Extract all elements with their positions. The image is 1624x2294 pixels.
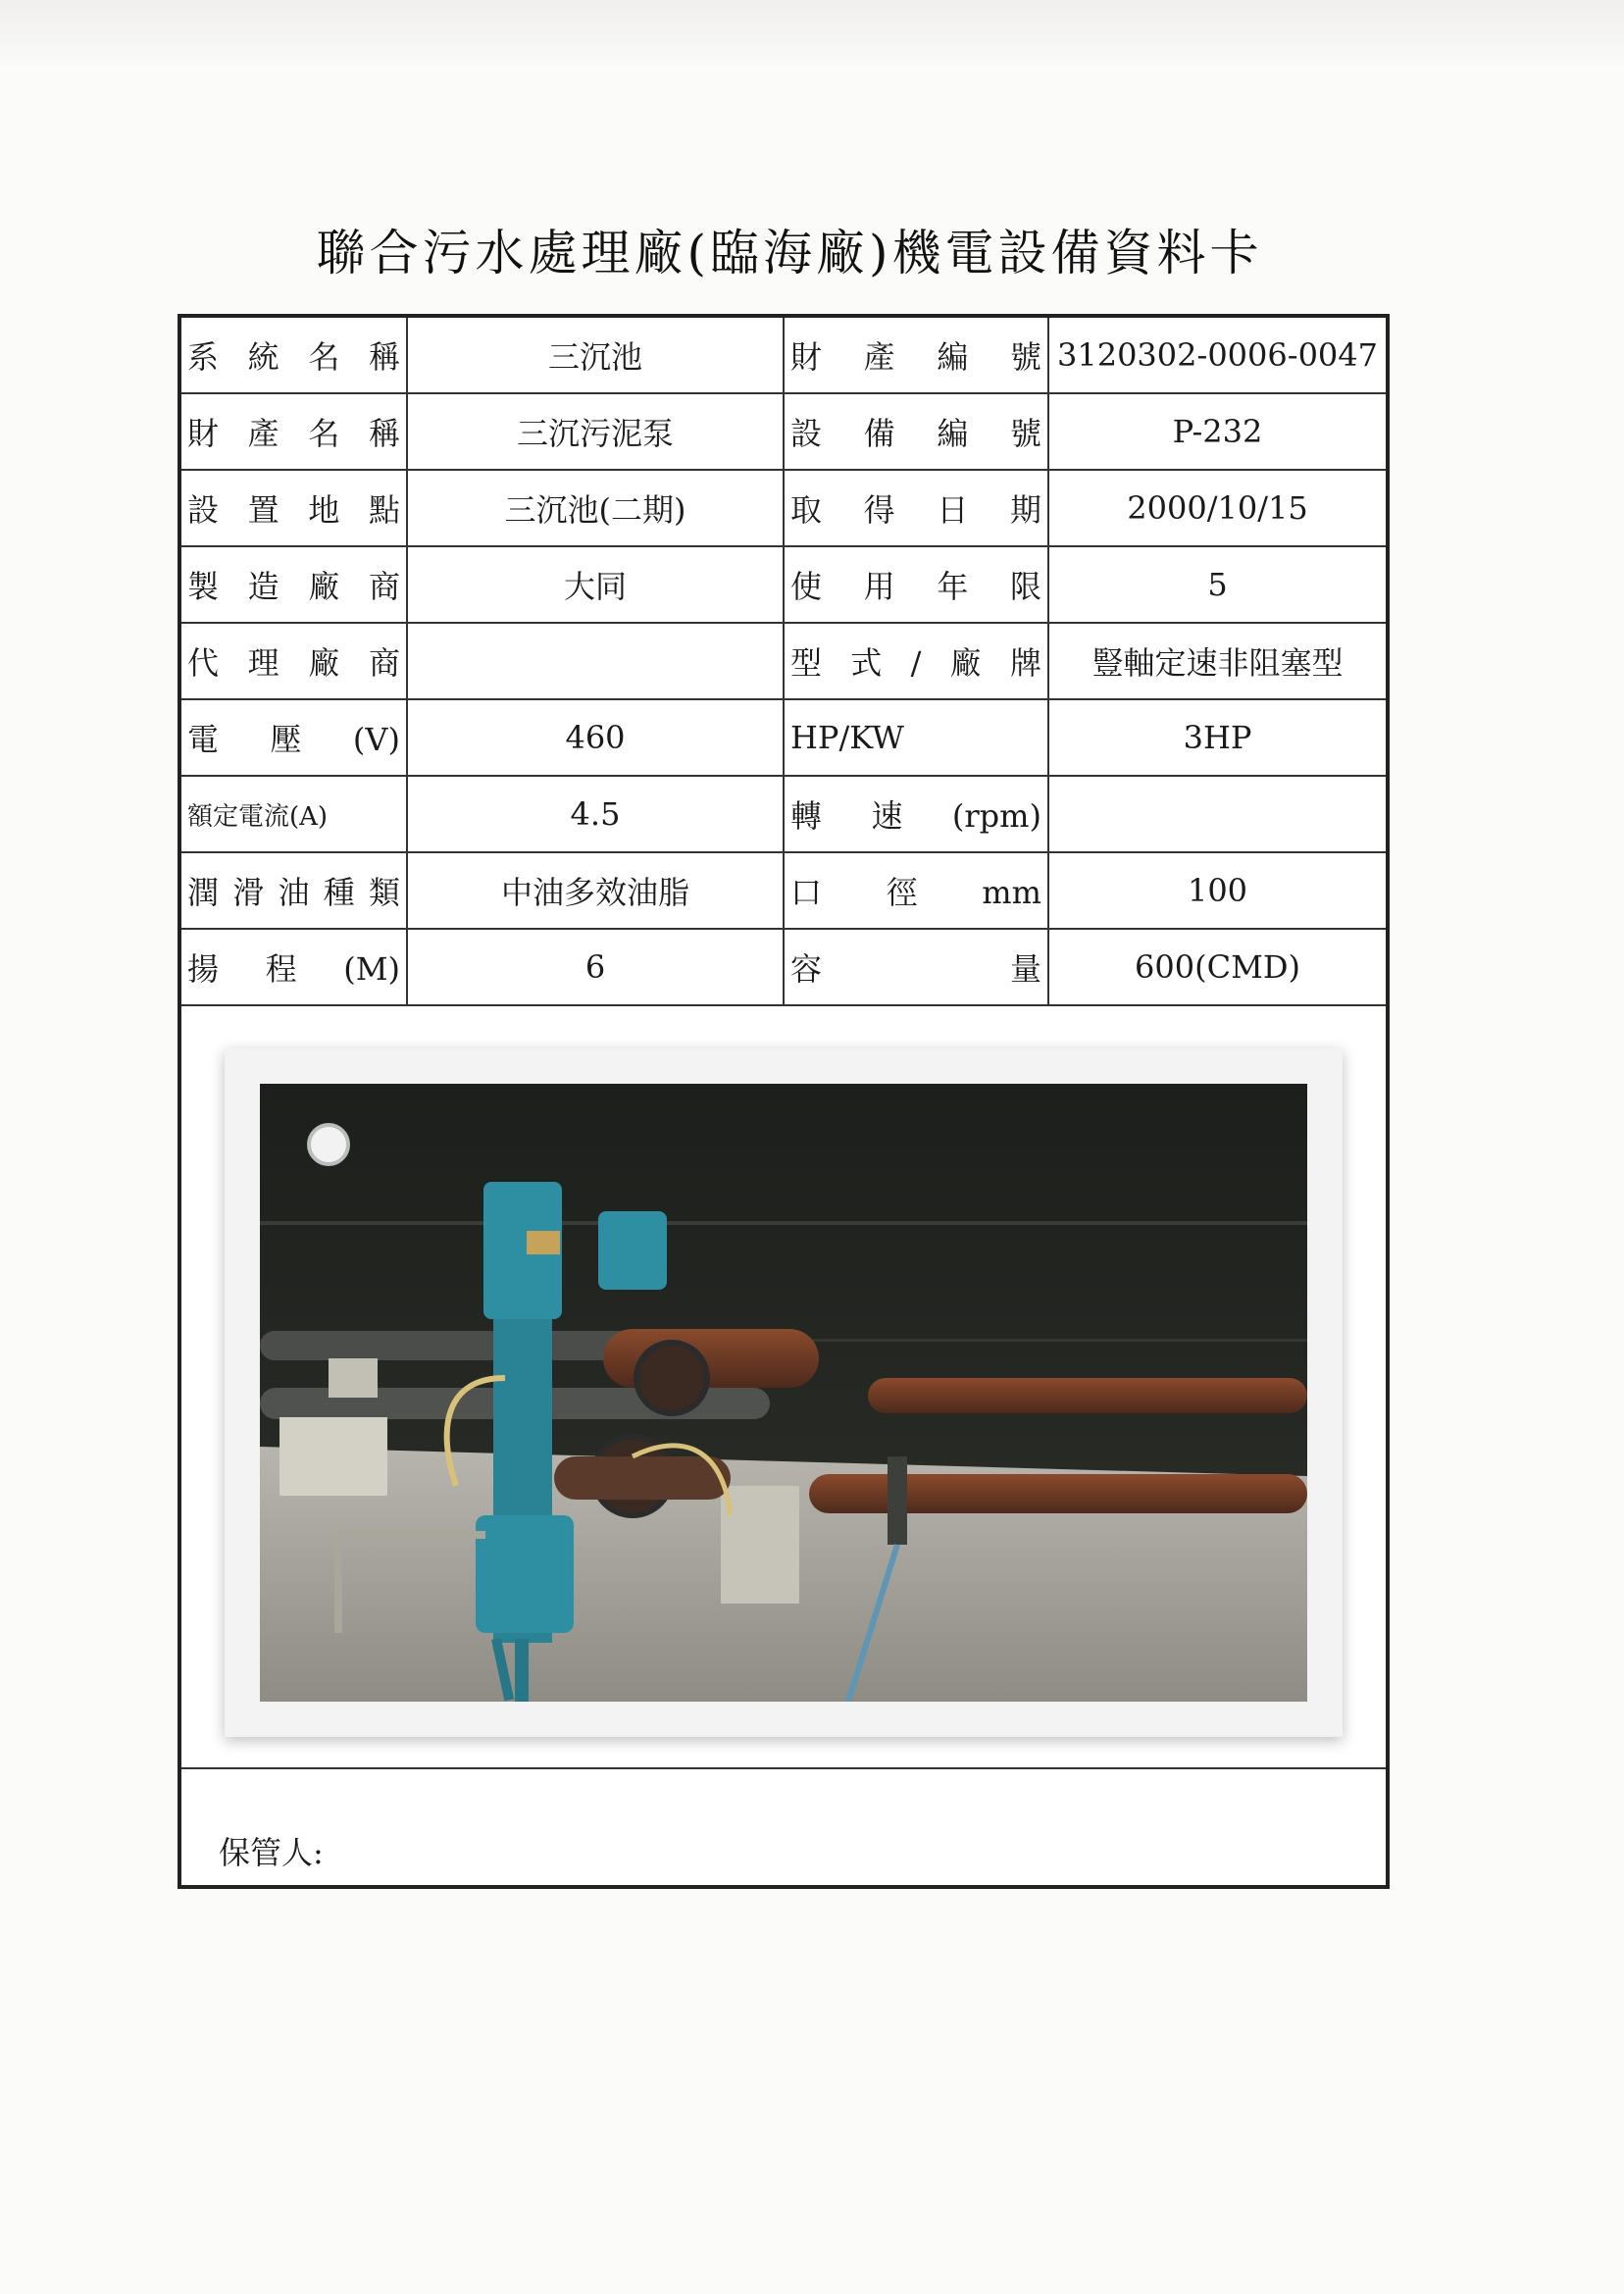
spec-value: 460 [407, 699, 784, 776]
photo-area [181, 1027, 1386, 1769]
keeper-label: 保管人: [219, 1834, 324, 1871]
spec-row [181, 776, 1386, 852]
spec-row [181, 623, 1386, 699]
spec-row [181, 546, 1386, 623]
spec-label: 潤滑油種類 [181, 852, 407, 929]
spec-row [181, 393, 1386, 470]
spec-row [181, 318, 1386, 393]
spec-value: 中油多效油脂 [407, 852, 784, 929]
spec-label: 製造廠商 [181, 546, 407, 623]
spec-row [181, 470, 1386, 546]
spec-label: 轉速(rpm) [784, 776, 1048, 852]
spec-value: 600(CMD) [1048, 929, 1386, 1005]
spec-label: 系統名稱 [181, 318, 407, 393]
spec-value [407, 623, 784, 699]
spec-value: 4.5 [407, 776, 784, 852]
spec-value: P-232 [1048, 393, 1386, 470]
photo-frame [225, 1048, 1343, 1737]
spec-row [181, 699, 1386, 776]
scan-shadow [0, 0, 1624, 69]
spec-label: 設置地點 [181, 470, 407, 546]
spec-value: 2000/10/15 [1048, 470, 1386, 546]
spec-label: HP/KW [784, 699, 1048, 776]
page-title: 聯合污水處理廠(臨海廠)機電設備資料卡 [316, 225, 1263, 281]
spec-value: 3120302-0006-0047 [1048, 318, 1386, 393]
spec-label: 取得日期 [784, 470, 1048, 546]
spec-value: 豎軸定速非阻塞型 [1048, 623, 1386, 699]
spec-label: 設備編號 [784, 393, 1048, 470]
spec-label: 額定電流(A) [181, 776, 407, 852]
spec-label: 電壓(V) [181, 699, 407, 776]
spec-label: 使用年限 [784, 546, 1048, 623]
spec-value: 三沉池(二期) [407, 470, 784, 546]
equipment-data-card [178, 314, 1390, 1889]
spec-value: 3HP [1048, 699, 1386, 776]
spec-value: 6 [407, 929, 784, 1005]
spec-label: 口徑mm [784, 852, 1048, 929]
spec-value: 三沉池 [407, 318, 784, 393]
spec-label: 型式/廠牌 [784, 623, 1048, 699]
spec-value: 5 [1048, 546, 1386, 623]
spec-value: 大同 [407, 546, 784, 623]
spec-value: 三沉污泥泵 [407, 393, 784, 470]
pump-photo [260, 1084, 1307, 1702]
spec-table [181, 318, 1386, 1006]
spec-label: 財產名稱 [181, 393, 407, 470]
spec-value: 100 [1048, 852, 1386, 929]
spec-label: 財產編號 [784, 318, 1048, 393]
spec-label: 代理廠商 [181, 623, 407, 699]
spec-row [181, 929, 1386, 1005]
spec-value [1048, 776, 1386, 852]
spec-label: 容量 [784, 929, 1048, 1005]
spec-label: 揚程(M) [181, 929, 407, 1005]
spec-row [181, 852, 1386, 929]
